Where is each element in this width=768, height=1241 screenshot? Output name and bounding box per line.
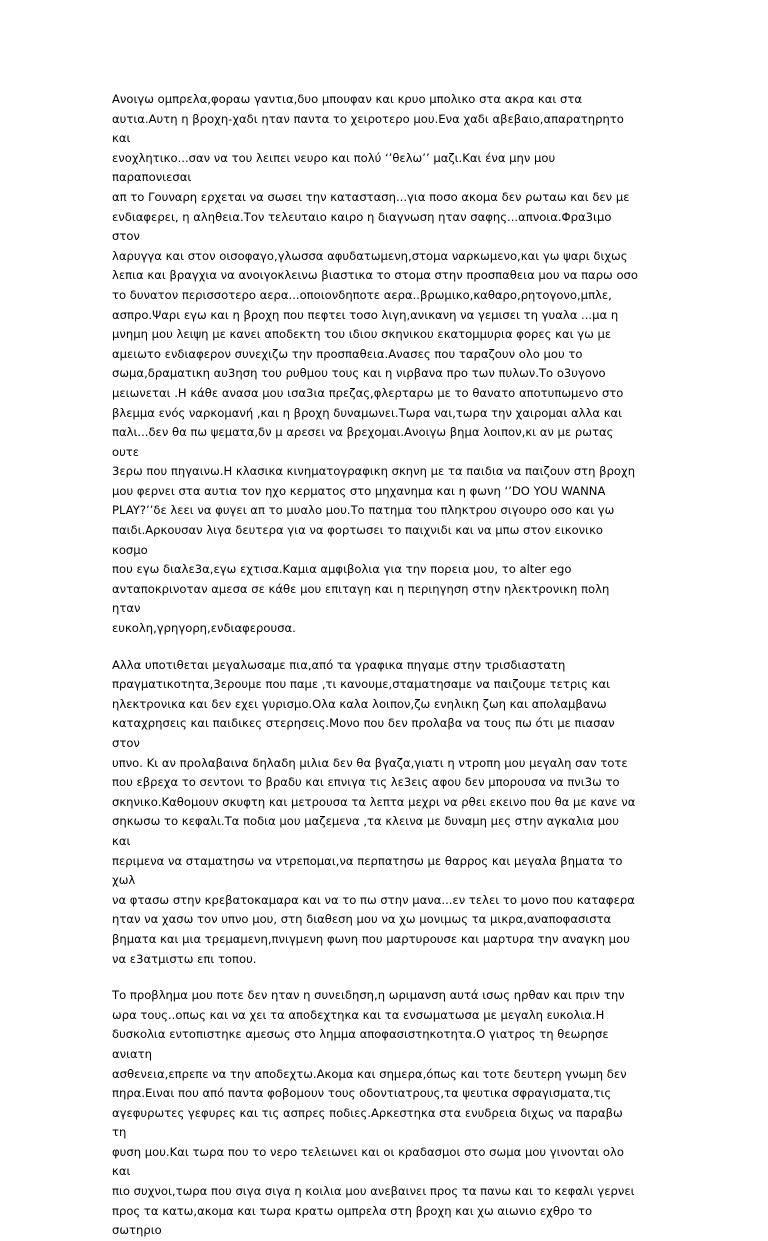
document-page — [112, 90, 638, 1238]
paragraph-1: Ανοιγω ομπρελα,φοραω γαντια,δυο μπουφαν και κρυο μπολικο στα ακρα και στα αυτια.Αυτη η βροχη-χαδι ηταν παντα το χειροτερο μου.Ενα χαδι αβεβαιο,απαρατηρητο και ενοχλητικο...σαν να του λειπει νευρο και πολύ ‘’θελω’’ μαζι.Και ένα μην μου παραπονιεσαι απ το Γουναρη ερχεται να σωσει την κατασταση...για ποσο ακομα δεν ρωταω και δεν με ενδιαφερει, η αληθεια.Τον τελευταιο καιρο η διαγνωση ηταν σαφης...απνοια.Φρα3ιμο στον λαρυγγα και στον οισοφαγο,γλωσσα αφυδατωμενη,στομα ναρκωμενο,και γω ψαρι διχως λεπια και βραγχια να ανοιγοκλεινω βιαστικα το στομα στην προσπαθεια μου να παρω οσο το δυνατον περισσοτερο αερα...οποιονδηποτε αερα..βρωμικο,καθαρο,ρητογονο,μπλε, ασπρο.Ψαρι εγω και η βροχη που πεφτει τοσο λιγη,ανικανη να γεμισει τη γυαλα ...μα η μνημη μου λειψη με κανει αποδεκτη του ιδιου σκηνικου εκατομμυρια φορες και γω με αμειωτο ενδιαφερον συνεχιζω την προσπαθεια.Ανασες που ταραζουν ολο μου το σωμα,δραματικη αυ3ηση του ρυθμου τους και η νιρβανα προ των πυλων.Το ο3υγονο μειωνεται .Η κάθε ανασα μου ισα3ια πρεζας,φλερταρω με το θανατο αποτυπωμενο στο βλεμμα ενός ναρκομανή ,και η βροχη δυναμωνει.Τωρα ναι,τωρα την χαιρομαι αλλα και παλι...δεν θα πω ψεματα,δν μ αρεσει να βρεχομαι.Ανοιγω βημα λοιπον,κι αν με ρωτας ουτε 3ερω που πηγαινω.Η κλασικα κινηματογραφικη σκηνη με τα παιδια να παιζουν στη βροχη μου φερνει στα αυτια τον ηχο κερματος στο μηχανημα και η φωνη ‘’DO YOU WANNA PLAY?’’δε λεει να φυγει απ το μυαλο μου.Το πατημα του πληκτρου σιγουρο οσο και γω παιδι.Αρκουσαν λιγα δευτερα για να φορτωσει το παιχνιδι και να μπω στον εικονικο κοσμο που εγω διαλε3α,εγω εχτισα.Καμια αμφιβολια για την πορεια μου, το alter ego ανταποκρινοταν αμεσα σε κάθε μου επιταγη και η περιηγηση στην ηλεκτρονικη πολη ηταν ευκολη,γρηγορη,ενδιαφερουσα. — [112, 92, 638, 636]
paragraph-2: Αλλα υποτιθεται μεγαλωσαμε πια,από τα γραφικα πηγαμε στην τρισδιαστατη πραγματικοτητα,3ερουμε που παμε ,τι κανουμε,σταματησαμε να παιζουμε τετρις και ηλεκτρονικα και δεν εχει γυρισμο.Ολα καλα λοιπον,ζω ενηλικη ζωη και απολαμβανω καταχρησεις και παιδικες στερησεις.Μονο που δεν προλαβα να τους πω ότι με πιασαν στον υπνο. Κι αν προλαβαινα δηλαδη μιλια δεν θα βγαζα,γιατι η ντροπη μου μεγαλη σαν τοτε που εβρεχα το σεντονι το βραδυ και επνιγα τις λε3εις αφου δεν μπορουσα να πνι3ω το σκηνικο.Καθομουν σκυφτη και μετρουσα τα λεπτα μεχρι να ρθει εκεινο που θα με κανε να σηκωσω το κεφαλι.Τα ποδια μου μαζεμενα ,τα κλεινα με δυναμη μες στην αγκαλια μου και περιμενα να σταματησω να ντρεπομαι,να περπατησω με θαρρος και μεγαλα βηματα το χωλ να φτασω στην κρεβατοκαμαρα και να το πω στην μανα...εν τελει το μονο που καταφερα ηταν να χασω τον υπνο μου, στη διαθεση μου να χω μονιμως τα μικρα,αναποφασιστα βηματα και μια τρεμαμενη,πνιγμενη φωνη που μαρτυρουσε και μαρτυρα την αναγκη μου να ε3ατμιστω επι τοπου. — [112, 657, 636, 966]
paragraph-3: Το προβλημα μου ποτε δεν ηταν η συνειδηση,η ωριμανση αυτά ισως ηρθαν και πριν την ωρα τους..οπως και να χει τα αποδεχτηκα και τα ενσωματωσα με μεγαλη ευκολια.Η δυσκολια εντοπιστηκε αμεσως στο λημμα αποφασιστηκοτητα.Ο γιατρος τη θεωρησε ανιατη ασθενεια,επρεπε να την αποδεχτω.Ακομα και σημερα,όπως και τοτε δευτερη γνωμη δεν πηρα.Ειναι που από παντα φοβομουν τους οδοντιατρους,τα ψευτικα σφραγισματα,τις αγεφυρωτες γεφυρες και τις ασπρες ποδιες.Αρκεστηκα στα ενυδρεια διχως να παραβω τη φυση μου.Και τωρα που το νερο τελειωνει και οι κραδασμοι στο σωμα μου γινονται ολο και πιο συχνοι,τωρα που σιγα σιγα η κοιλια μου ανεβαινει προς τα πανω και το κεφαλι γερνει προς τα κατω,ακομα και τωρα κρατω ομπρελα στη βροχη και χω αιωνιο εχθρο το σωτηριο — [112, 988, 635, 1238]
